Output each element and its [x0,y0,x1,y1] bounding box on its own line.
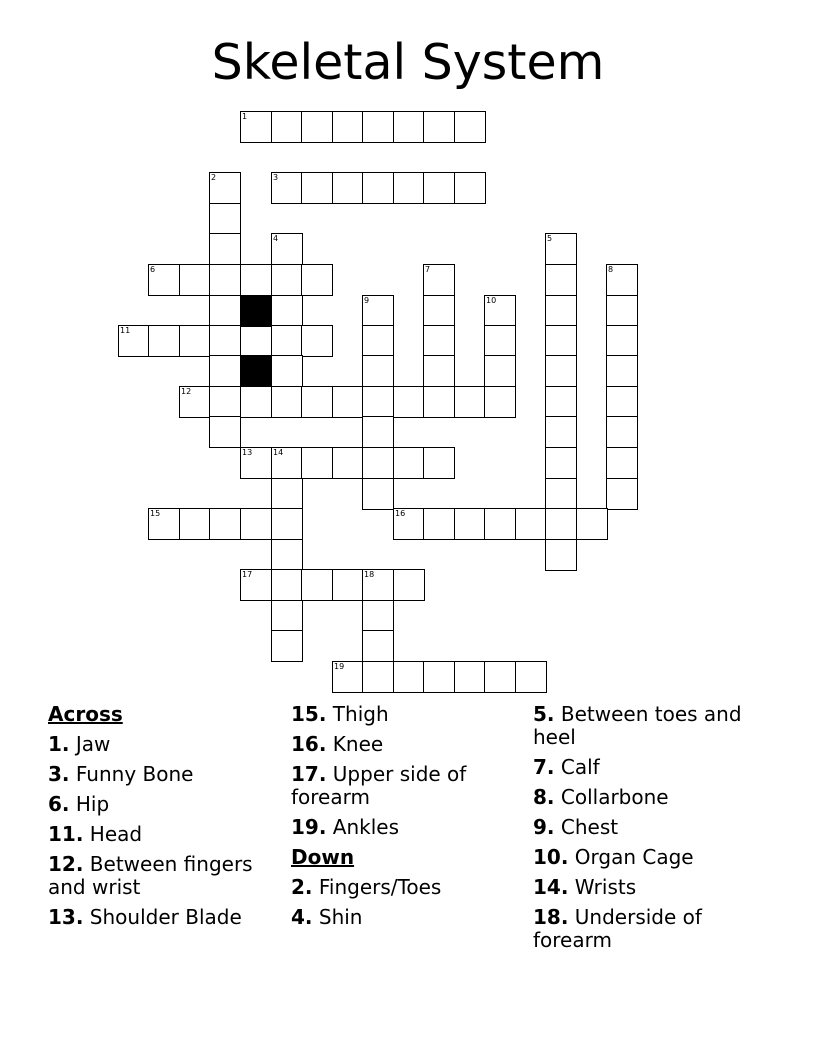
cell-number: 6 [150,265,156,274]
grid-cell[interactable] [545,295,577,327]
clue-across-16[interactable]: 16. Knee [291,732,384,756]
grid-cell[interactable] [393,569,425,601]
cell-number: 2 [211,173,217,182]
grid-cell[interactable] [209,355,241,387]
grid-cell[interactable] [209,295,241,327]
clue-down-7[interactable]: 7. Calf [533,755,600,779]
grid-cell[interactable] [148,325,180,357]
clue-down-2[interactable]: 2. Fingers/Toes [291,875,442,899]
grid-cell[interactable] [454,172,486,204]
grid-cell[interactable] [423,264,455,296]
clue-column-1 [48,703,278,936]
cell-number: 10 [486,296,497,305]
cell-number: 8 [608,265,614,274]
grid-cell[interactable] [240,325,272,357]
grid-cell[interactable] [362,111,394,143]
cell-number: 15 [150,509,161,518]
grid-cell[interactable] [393,386,425,418]
grid-cell[interactable] [393,172,425,204]
grid-cell[interactable] [423,355,455,387]
grid-cell[interactable] [301,264,333,296]
black-cell [240,355,272,387]
grid-cell[interactable] [393,508,425,540]
grid-cell[interactable] [484,295,516,327]
grid-cell[interactable] [362,355,394,387]
grid-cell[interactable] [271,539,303,571]
cell-number: 1 [242,112,248,121]
clue-down-9[interactable]: 9. Chest [533,815,619,839]
grid-cell[interactable] [393,447,425,479]
grid-cell[interactable] [240,264,272,296]
clue-down-10[interactable]: 10. Organ Cage [533,845,694,869]
grid-cell[interactable] [545,233,577,265]
clue-across-3[interactable]: 3. Funny Bone [48,762,194,786]
down-heading: Down [291,845,355,869]
grid-cell[interactable] [240,508,272,540]
grid-cell[interactable] [576,508,608,540]
grid-cell[interactable] [209,203,241,235]
grid-cell[interactable] [209,325,241,357]
grid-cell[interactable] [271,295,303,327]
grid-cell[interactable] [423,447,455,479]
grid-cell[interactable] [209,508,241,540]
cell-number: 7 [425,265,431,274]
grid-cell[interactable] [240,569,272,601]
grid-cell[interactable] [454,508,486,540]
cell-number: 12 [181,387,192,396]
grid-cell[interactable] [301,111,333,143]
grid-cell[interactable] [484,386,516,418]
clue-column-3 [533,703,748,959]
cell-number: 4 [273,234,279,243]
clue-across-11[interactable]: 11. Head [48,822,143,846]
grid-cell[interactable] [484,508,516,540]
grid-cell[interactable] [484,325,516,357]
grid-cell[interactable] [271,447,303,479]
grid-cell[interactable] [545,325,577,357]
grid-cell[interactable] [209,172,241,204]
clue-down-14[interactable]: 14. Wrists [533,875,637,899]
grid-cell[interactable] [271,325,303,357]
clue-across-19[interactable]: 19. Ankles [291,815,400,839]
grid-cell[interactable] [301,386,333,418]
grid-cell[interactable] [301,325,333,357]
grid-cell[interactable] [484,661,516,693]
grid-cell[interactable] [362,630,394,662]
cell-number: 9 [364,296,370,305]
grid-cell[interactable] [209,264,241,296]
grid-cell[interactable] [301,172,333,204]
grid-cell[interactable] [393,111,425,143]
grid-cell[interactable] [209,233,241,265]
grid-cell[interactable] [423,661,455,693]
grid-cell[interactable] [606,478,638,510]
grid-cell[interactable] [545,386,577,418]
grid-cell[interactable] [332,569,364,601]
grid-cell[interactable] [362,569,394,601]
grid-cell[interactable] [271,172,303,204]
grid-cell[interactable] [179,386,211,418]
across-heading: Across [48,702,123,726]
grid-cell[interactable] [606,447,638,479]
grid-cell[interactable] [332,172,364,204]
grid-cell[interactable] [271,478,303,510]
grid-cell[interactable] [179,508,211,540]
clue-across-17[interactable]: 17. Upper side of forearm [291,762,467,809]
grid-cell[interactable] [148,264,180,296]
clue-down-18[interactable]: 18. Underside of forearm [533,905,702,952]
grid-cell[interactable] [606,264,638,296]
grid-cell[interactable] [362,447,394,479]
grid-cell[interactable] [423,295,455,327]
grid-cell[interactable] [362,325,394,357]
grid-cell[interactable] [515,508,547,540]
grid-cell[interactable] [332,111,364,143]
grid-cell[interactable] [545,416,577,448]
black-cell [240,295,272,327]
grid-cell[interactable] [362,416,394,448]
cell-number: 16 [395,509,406,518]
grid-cell[interactable] [271,386,303,418]
grid-cell[interactable] [393,661,425,693]
grid-cell[interactable] [301,569,333,601]
grid-cell[interactable] [179,264,211,296]
grid-cell[interactable] [240,386,272,418]
clue-down-5[interactable]: 5. Between toes and heel [533,702,742,749]
grid-cell[interactable] [545,355,577,387]
grid-cell[interactable] [362,661,394,693]
cell-number: 17 [242,570,253,579]
grid-cell[interactable] [454,111,486,143]
cell-number: 5 [547,234,553,243]
grid-cell[interactable] [545,508,577,540]
grid-cell[interactable] [148,508,180,540]
grid-cell[interactable] [362,478,394,510]
grid-cell[interactable] [271,600,303,632]
grid-cell[interactable] [606,386,638,418]
grid-cell[interactable] [606,295,638,327]
grid-cell[interactable] [271,569,303,601]
grid-cell[interactable] [209,416,241,448]
cell-number: 19 [334,662,345,671]
grid-cell[interactable] [362,295,394,327]
cell-number: 13 [242,448,253,457]
grid-cell[interactable] [301,447,333,479]
grid-cell[interactable] [362,386,394,418]
grid-cell[interactable] [271,355,303,387]
cell-number: 3 [273,173,279,182]
clue-across-13[interactable]: 13. Shoulder Blade [48,905,242,929]
clue-column-2 [291,703,516,936]
grid-cell[interactable] [118,325,150,357]
clue-across-6[interactable]: 6. Hip [48,792,110,816]
grid-cell[interactable] [423,325,455,357]
grid-cell[interactable] [332,447,364,479]
grid-cell[interactable] [423,172,455,204]
grid-cell[interactable] [606,355,638,387]
cell-number: 14 [273,448,284,457]
grid-cell[interactable] [423,111,455,143]
grid-cell[interactable] [240,111,272,143]
grid-cell[interactable] [545,264,577,296]
grid-cell[interactable] [362,172,394,204]
grid-cell[interactable] [606,325,638,357]
grid-cell[interactable] [606,416,638,448]
grid-cell[interactable] [545,539,577,571]
grid-cell[interactable] [209,386,241,418]
grid-cell[interactable] [362,600,394,632]
cell-number: 18 [364,570,375,579]
clue-down-8[interactable]: 8. Collarbone [533,785,669,809]
grid-cell[interactable] [332,386,364,418]
grid-cell[interactable] [271,630,303,662]
grid-cell[interactable] [271,508,303,540]
grid-cell[interactable] [240,447,272,479]
grid-cell[interactable] [545,478,577,510]
clue-across-12[interactable]: 12. Between fingers and wrist [48,852,253,899]
clue-across-1[interactable]: 1. Jaw [48,732,111,756]
grid-cell[interactable] [271,264,303,296]
grid-cell[interactable] [271,233,303,265]
grid-cell[interactable] [515,661,547,693]
cell-number: 11 [120,326,131,335]
grid-cell[interactable] [423,508,455,540]
grid-cell[interactable] [271,111,303,143]
page-title: Skeletal System [211,34,605,91]
grid-cell[interactable] [332,661,364,693]
clue-across-15[interactable]: 15. Thigh [291,702,389,726]
clue-down-4[interactable]: 4. Shin [291,905,363,929]
grid-cell[interactable] [179,325,211,357]
grid-cell[interactable] [484,355,516,387]
grid-cell[interactable] [545,447,577,479]
grid-cell[interactable] [454,661,486,693]
grid-cell[interactable] [454,386,486,418]
grid-cell[interactable] [423,386,455,418]
